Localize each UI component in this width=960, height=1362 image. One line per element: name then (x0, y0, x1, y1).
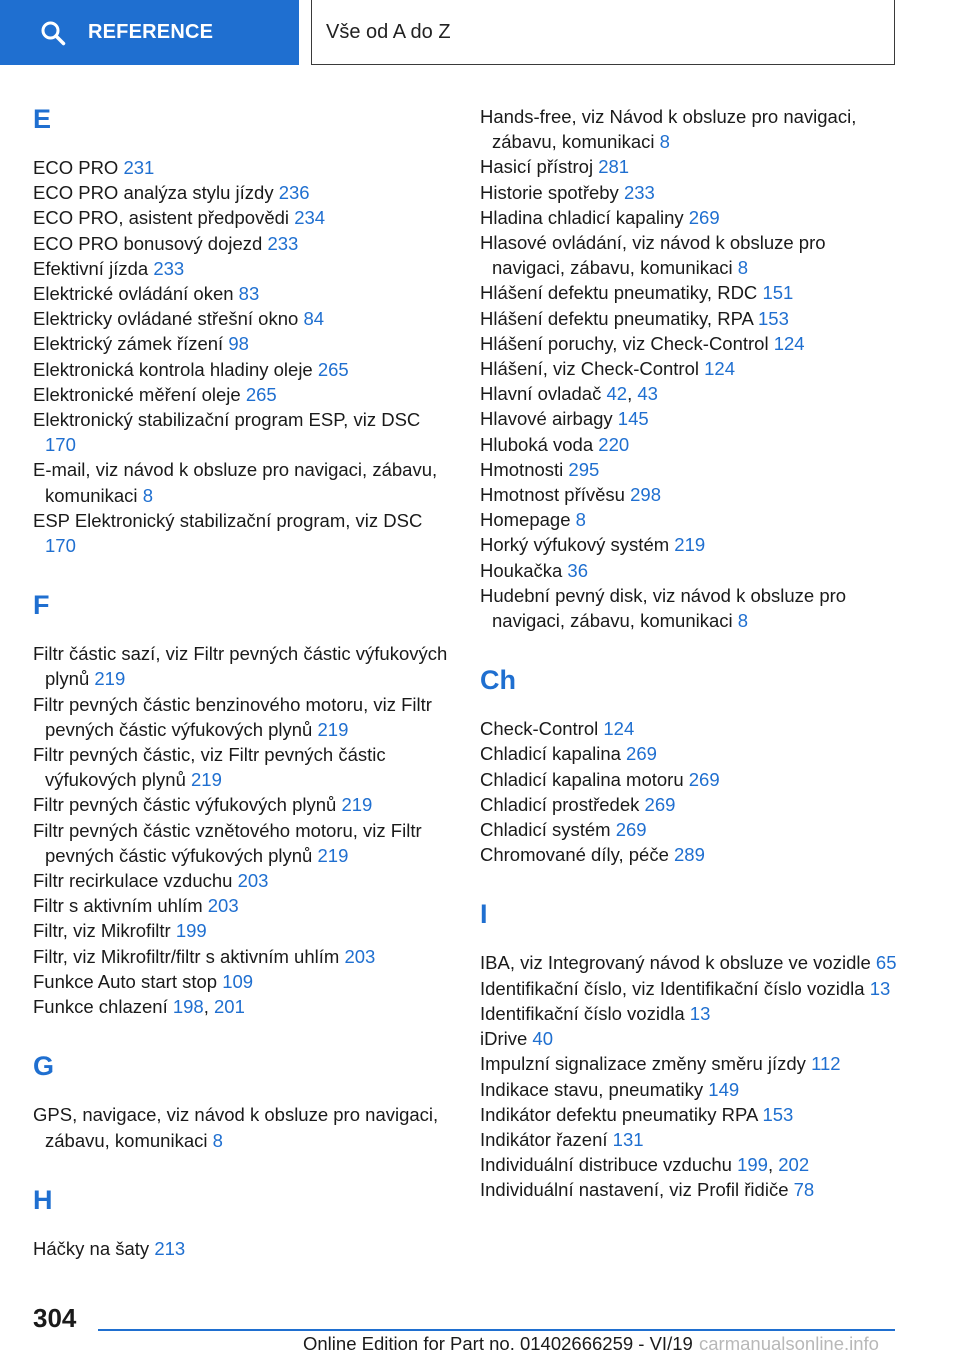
entry-text: Hlášení defektu pneumatiky, RDC (480, 282, 763, 304)
page-link[interactable]: 131 (612, 1128, 644, 1150)
index-entry (33, 331, 448, 356)
entry-text: ECO PRO analýza stylu jízdy (33, 182, 279, 204)
index-entry (33, 742, 448, 792)
page-link[interactable]: 13 (689, 1002, 711, 1024)
index-entry: Individuální distribuce vzduchu 199, 202 (480, 1154, 810, 1176)
page-link[interactable]: 8 (212, 1129, 223, 1151)
index-entry (480, 1051, 900, 1076)
index-entry (33, 893, 448, 918)
page-link[interactable]: 43 (637, 383, 658, 405)
entry-text: Chladicí prostředek (480, 793, 645, 815)
page-link[interactable]: 145 (617, 408, 649, 430)
index-entry (480, 432, 900, 457)
index-entry (33, 231, 448, 256)
page-link[interactable]: 8 (737, 257, 749, 279)
entry-text: ESP Elektronický stabilizační program, viz DSC (33, 509, 423, 531)
entry-text: IBA, viz Integrovaný návod k obsluze ve vozidle (480, 952, 876, 974)
page-link[interactable]: 198 (172, 996, 204, 1018)
index-entry (33, 1236, 448, 1261)
page-link[interactable]: 231 (123, 157, 155, 178)
entry-text: Filtr, viz Mikrofiltr/filtr s aktivním uhlím (33, 945, 345, 967)
index-entry (480, 1177, 900, 1202)
entry-text: Hlavové airbagy (480, 408, 618, 430)
page-link[interactable]: 153 (762, 1103, 794, 1125)
search-icon (40, 20, 66, 46)
page-link[interactable]: 219 (317, 844, 349, 866)
entry-text: ECO PRO bonusový dojezd (33, 232, 268, 254)
entry-text: Hmotnosti (480, 458, 569, 480)
entry-text: Hudební pevný disk, viz návod k obsluze pro navigaci, zábavu, komunikaci (480, 584, 847, 632)
entry-text: Hasicí přístroj (480, 156, 599, 178)
page-link[interactable]: 149 (708, 1078, 740, 1100)
section-gap (480, 633, 900, 659)
index-entry (480, 280, 900, 305)
index-entry (33, 641, 448, 691)
entry-text: Efektivní jízda (33, 257, 154, 279)
page-link[interactable]: 170 (45, 434, 76, 456)
section-letter: E (33, 104, 52, 134)
edition-note: Online Edition for Part no. 01402666259 - VI/19 (303, 1333, 693, 1354)
page-link[interactable]: 219 (191, 769, 222, 791)
footer-divider (98, 1329, 895, 1331)
entry-text: Homepage (480, 509, 576, 531)
page-link[interactable]: 42 (606, 383, 628, 405)
page-link[interactable]: 236 (278, 182, 310, 204)
entry-text: Hlášení, viz Check-Control (480, 358, 705, 380)
watermark: carmanualsonline.info (699, 1333, 879, 1354)
index-entry (480, 792, 900, 817)
index-entry (33, 281, 448, 306)
entry-text: Chromované díly, péče (480, 844, 675, 866)
entry-text: ECO PRO (33, 157, 124, 178)
index-entry (480, 741, 900, 766)
entry-text: Elektronické měření oleje (33, 383, 246, 405)
page-link[interactable]: 203 (344, 945, 376, 967)
index-entry: Funkce chlazení 198, 201 (33, 996, 245, 1018)
section-gap (33, 1153, 448, 1179)
entry-text: Elektrický zámek řízení (33, 333, 229, 355)
page-link[interactable]: 109 (222, 970, 254, 992)
page-link[interactable]: 203 (237, 870, 269, 892)
index-column-left (33, 98, 448, 1261)
page-link[interactable]: 36 (567, 559, 588, 581)
page-link[interactable]: 233 (153, 257, 185, 279)
page-link[interactable]: 199 (175, 920, 207, 942)
index-entry (480, 558, 900, 583)
page-link[interactable]: 8 (142, 484, 153, 506)
index-entry (480, 331, 900, 356)
index-entry (33, 256, 448, 281)
page-link[interactable]: 84 (303, 308, 325, 330)
page-link[interactable]: 213 (154, 1237, 186, 1259)
entry-text: Funkce Auto start stop (33, 970, 223, 992)
index-entry (480, 950, 900, 975)
entry-text: Individuální nastavení, viz Profil řidiče (480, 1179, 794, 1201)
index-entry (33, 155, 448, 180)
page-number: 304 (33, 1303, 77, 1333)
index-entry: Hlavní ovladač 42, 43 (480, 383, 658, 405)
entry-text: Hluboká voda (480, 433, 599, 455)
page-link[interactable]: 269 (615, 819, 647, 841)
entry-text: Filtr pevných částic benzinového motoru, viz Filtr pevných částic výfukových plynů (33, 693, 432, 740)
page-link[interactable]: 40 (532, 1028, 553, 1050)
page-link[interactable]: 281 (598, 156, 630, 178)
index-entry (480, 817, 900, 842)
page-link[interactable]: 8 (575, 509, 586, 531)
page-link[interactable]: 202 (778, 1154, 810, 1176)
page-link[interactable]: 269 (644, 793, 676, 815)
page-link[interactable]: 219 (674, 534, 706, 556)
section-title-tab[interactable] (311, 0, 895, 65)
section-gap (33, 558, 448, 584)
index-entry (480, 1127, 900, 1152)
entry-text: Filtr pevných částic vznětového motoru, viz Filtr pevných částic výfukových plynů (33, 819, 422, 866)
entry-text: Hlasové ovládání, viz návod k obsluze pro navigaci, zábavu, komunikaci (480, 232, 826, 279)
entry-text: Filtr s aktivním uhlím (33, 895, 208, 917)
entry-text: Houkačka (480, 559, 568, 581)
page-link[interactable]: 269 (626, 743, 657, 765)
page-link[interactable]: 8 (659, 131, 670, 153)
section-letter: Ch (480, 665, 516, 696)
entry-text: Historie spotřeby (480, 181, 624, 203)
page-link[interactable]: 219 (317, 718, 349, 740)
index-entry (480, 767, 900, 792)
index-entry (33, 382, 448, 407)
page-link[interactable]: 124 (603, 718, 635, 740)
page-link[interactable]: 151 (762, 282, 794, 304)
entry-text: Chladicí systém (480, 819, 616, 841)
index-entry (480, 1077, 900, 1102)
index-entry (33, 918, 448, 943)
entry-text: Filtr částic sazí, viz Filtr pevných částic výfukových plynů (33, 643, 448, 690)
index-entry (33, 508, 448, 558)
index-entry (33, 407, 448, 457)
page-link[interactable]: 98 (228, 333, 249, 355)
entry-text: Filtr, viz Mikrofiltr (33, 920, 176, 942)
index-entry (480, 205, 900, 230)
index-entry (480, 230, 900, 280)
entry-text: Elektrické ovládání oken (33, 283, 239, 305)
page-link[interactable]: 203 (207, 895, 239, 917)
entry-text: Indikace stavu, pneumatiky (480, 1078, 709, 1100)
index-entry (480, 583, 900, 633)
index-entry (480, 154, 900, 179)
index-entry (480, 104, 900, 154)
page-link[interactable]: 269 (688, 206, 720, 228)
entry-text: Identifikační číslo vozidla (480, 1002, 690, 1024)
page-link[interactable]: 289 (674, 844, 705, 866)
page-link[interactable]: 265 (317, 358, 349, 380)
index-entry (480, 457, 900, 482)
page-link[interactable]: 78 (793, 1179, 815, 1201)
entry-text: Identifikační číslo, viz Identifikační číslo vozidla (480, 977, 870, 999)
entry-text: Elektronická kontrola hladiny oleje (33, 358, 318, 380)
page-link[interactable]: 269 (688, 768, 720, 790)
entry-text: iDrive (480, 1028, 533, 1050)
page-link[interactable]: 233 (267, 232, 299, 254)
index-entry (33, 306, 448, 331)
index-entry (33, 969, 448, 994)
index-entry (480, 482, 900, 507)
index-entry (480, 716, 900, 741)
entry-text: Filtr recirkulace vzduchu (33, 870, 238, 892)
index-entry (480, 406, 900, 431)
index-entry (33, 205, 448, 230)
entry-text: Hmotnost přívěsu (480, 484, 631, 506)
section-letter: I (480, 899, 488, 930)
index-entry (33, 868, 448, 893)
index-entry (33, 457, 448, 507)
index-entry (480, 180, 900, 205)
page-link[interactable]: 220 (598, 433, 630, 455)
entry-text: Filtr pevných částic výfukových plynů (33, 794, 342, 816)
index-column-right (480, 104, 900, 1203)
entry-text: Chladicí kapalina (480, 743, 627, 765)
page-link[interactable]: 153 (758, 307, 789, 329)
entry-text: Indikátor defektu pneumatiky RPA (480, 1103, 763, 1125)
entry-text: Hlavní ovladač (480, 383, 607, 405)
index-entry (480, 1001, 900, 1026)
section-letter: G (33, 1051, 55, 1082)
reference-tab[interactable] (0, 0, 299, 65)
index-entry (33, 180, 448, 205)
index-entry (480, 306, 900, 331)
section-gap (480, 867, 900, 893)
page-link[interactable]: 65 (875, 952, 897, 974)
page-link[interactable]: 199 (737, 1154, 768, 1176)
page-link[interactable]: 83 (238, 283, 260, 305)
section-letter: H (33, 1184, 53, 1215)
page-link[interactable]: 233 (623, 181, 655, 203)
index-entry (480, 842, 900, 867)
page-link[interactable]: 201 (214, 996, 245, 1018)
entry-text: Hladina chladicí kapaliny (480, 206, 689, 228)
entry-text: Horký výfukový systém (480, 534, 675, 556)
page-link[interactable]: 295 (568, 458, 600, 480)
reference-label: REFERENCE (88, 21, 214, 43)
page-link[interactable]: 124 (773, 332, 805, 354)
entry-text: ECO PRO, asistent předpovědi (33, 207, 295, 229)
entry-text: Hlášení poruchy, viz Check-Control (480, 332, 774, 354)
index-entry (33, 792, 448, 817)
index-entry (480, 507, 900, 532)
index-entry (33, 1102, 448, 1152)
entry-text: Filtr pevných částic, viz Filtr pevných částic výfukových plynů (33, 744, 386, 791)
index-entry (33, 692, 448, 742)
index-entry (480, 1102, 900, 1127)
index-entry (33, 944, 448, 969)
page-link[interactable]: 265 (245, 383, 277, 405)
entry-text: Elektronický stabilizační program ESP, viz DSC (33, 409, 421, 431)
entry-text: Chladicí kapalina motoru (480, 768, 689, 790)
section-gap (33, 1019, 448, 1045)
index-entry (480, 532, 900, 557)
entry-text: Individuální distribuce vzduchu (480, 1154, 738, 1176)
index-entry (33, 357, 448, 382)
entry-text: Indikátor řazení (480, 1128, 613, 1150)
section-title: Vše od A do Z (326, 20, 451, 43)
page-link[interactable]: 234 (294, 207, 326, 229)
page-link[interactable]: 13 (869, 977, 891, 999)
entry-text: Háčky na šaty (33, 1237, 155, 1259)
page-link[interactable]: 124 (704, 358, 736, 380)
page-link[interactable]: 170 (45, 535, 76, 557)
entry-text: Impulzní signalizace změny směru jízdy (480, 1053, 812, 1075)
page-link[interactable]: 112 (811, 1053, 841, 1075)
index-entry (480, 976, 900, 1001)
entry-text: Hlášení defektu pneumatiky, RPA (480, 307, 758, 329)
page-link[interactable]: 219 (94, 668, 126, 690)
index-entry (33, 818, 448, 868)
index-entry (480, 356, 900, 381)
entry-text: Funkce chlazení (33, 996, 173, 1018)
entry-text: Hands-free, viz Návod k obsluze pro navigaci, zábavu, komunikaci (480, 106, 857, 153)
entry-text: Elektricky ovládané střešní okno (33, 308, 304, 330)
page-link[interactable]: 8 (737, 610, 749, 632)
entry-text: E-mail, viz návod k obsluze pro navigaci, zábavu, komunikaci (33, 459, 438, 506)
page-link[interactable]: 298 (630, 484, 661, 506)
entry-text: GPS, navigace, viz návod k obsluze pro navigaci, zábavu, komunikaci (33, 1104, 439, 1151)
page-link[interactable]: 219 (341, 794, 373, 816)
entry-text: Check-Control (480, 718, 604, 740)
index-entry (480, 1026, 900, 1051)
section-letter: F (33, 590, 50, 621)
